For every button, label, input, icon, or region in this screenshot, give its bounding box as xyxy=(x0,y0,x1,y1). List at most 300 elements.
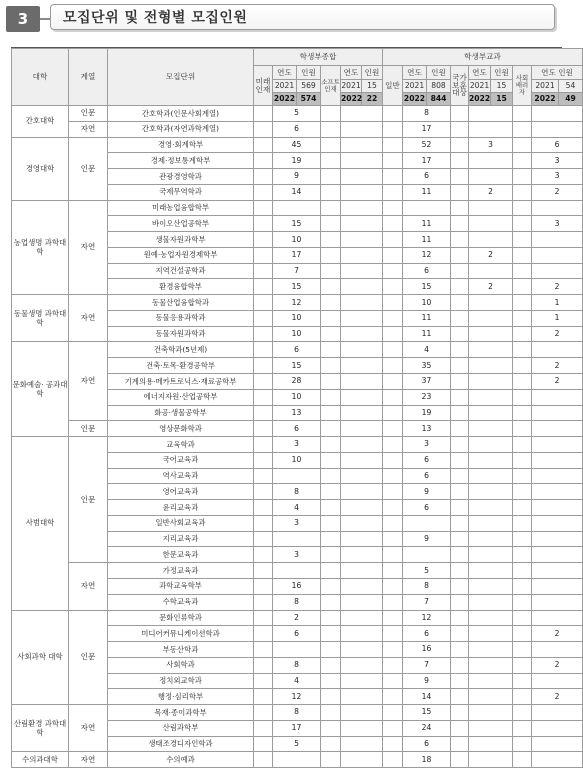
blank-cell xyxy=(513,200,532,216)
blank-cell xyxy=(321,484,341,500)
vet-count-cell xyxy=(469,563,513,579)
mirae-count-cell: 10 xyxy=(273,389,321,405)
blank-cell xyxy=(513,342,532,358)
gen-count-cell: 18 xyxy=(403,752,451,768)
blank-cell xyxy=(383,484,403,500)
unit-cell: 목재·종이과학부 xyxy=(108,705,254,721)
blank-cell xyxy=(451,106,469,122)
blank-cell xyxy=(321,216,341,232)
blank-cell xyxy=(383,374,403,390)
blank-cell xyxy=(254,500,273,516)
blank-cell xyxy=(513,295,532,311)
gen-2022-count: 844 xyxy=(427,93,451,106)
mirae-count-cell: 12 xyxy=(273,295,321,311)
mirae-count-cell: 17 xyxy=(273,247,321,263)
gen-2022-year: 2022 xyxy=(403,93,427,106)
sw-count-cell xyxy=(341,500,383,516)
gen-count-cell: 11 xyxy=(403,232,451,248)
vet-count-cell xyxy=(469,673,513,689)
vet-count-cell xyxy=(469,200,513,216)
soc-count-cell: 2 xyxy=(532,626,583,642)
blank-cell xyxy=(254,121,273,137)
unit-cell: 역사교육과 xyxy=(108,468,254,484)
unit-cell: 문화인류학과 xyxy=(108,610,254,626)
mirae-count-cell: 15 xyxy=(273,216,321,232)
gen-count-cell: 6 xyxy=(403,500,451,516)
blank-cell xyxy=(254,642,273,658)
blank-cell xyxy=(513,310,532,326)
blank-cell xyxy=(321,106,341,122)
vet-count-cell xyxy=(469,342,513,358)
blank-cell xyxy=(383,752,403,768)
sw-count-cell xyxy=(341,752,383,768)
blank-cell xyxy=(383,531,403,547)
blank-cell xyxy=(321,500,341,516)
sw-count-cell xyxy=(341,578,383,594)
blank-cell xyxy=(383,515,403,531)
blank-cell xyxy=(451,389,469,405)
sw-count-cell xyxy=(341,374,383,390)
blank-cell xyxy=(321,642,341,658)
vet-count-cell xyxy=(469,720,513,736)
unit-cell: 건축·토목·환경공학부 xyxy=(108,358,254,374)
track-cell: 자연 xyxy=(69,121,108,137)
vet-count-cell xyxy=(469,216,513,232)
blank-cell xyxy=(321,452,341,468)
general-header: 일반 xyxy=(383,66,403,106)
soc-count-cell: 2 xyxy=(532,184,583,200)
unit-cell: 동물응용과학과 xyxy=(108,310,254,326)
unit-cell: 바이오산업공학부 xyxy=(108,216,254,232)
unit-cell: 간호학과(인문사회계열) xyxy=(108,106,254,122)
blank-cell xyxy=(383,263,403,279)
blank-cell xyxy=(451,468,469,484)
blank-cell xyxy=(513,515,532,531)
blank-cell xyxy=(383,342,403,358)
mirae-count-cell: 6 xyxy=(273,342,321,358)
mirae-count-cell: 28 xyxy=(273,374,321,390)
sw-count-cell xyxy=(341,610,383,626)
mirae-count-cell: 17 xyxy=(273,720,321,736)
mirae-count-header: 인원 xyxy=(297,66,321,80)
mirae-count-cell xyxy=(273,563,321,579)
table-row xyxy=(12,752,583,768)
blank-cell xyxy=(254,752,273,768)
vet-count-cell xyxy=(469,437,513,453)
blank-cell xyxy=(321,421,341,437)
sw-count-cell xyxy=(341,263,383,279)
blank-cell xyxy=(254,106,273,122)
track-cell: 인문 xyxy=(69,610,108,705)
gen-count-cell: 16 xyxy=(403,642,451,658)
blank-cell xyxy=(321,578,341,594)
blank-cell xyxy=(383,642,403,658)
blank-cell xyxy=(383,184,403,200)
unit-cell: 생물자원과학부 xyxy=(108,232,254,248)
vet-count-cell xyxy=(469,736,513,752)
gen-count-cell: 17 xyxy=(403,121,451,137)
blank-cell xyxy=(451,295,469,311)
blank-cell xyxy=(383,106,403,122)
mirae-count-cell xyxy=(273,200,321,216)
blank-cell xyxy=(451,578,469,594)
blank-cell xyxy=(321,137,341,153)
unit-cell: 수의예과 xyxy=(108,752,254,768)
vet-count-cell xyxy=(469,405,513,421)
soc-count-cell: 2 xyxy=(532,689,583,705)
track-cell: 자연 xyxy=(69,200,108,295)
blank-cell xyxy=(451,657,469,673)
unit-cell: 한문교육과 xyxy=(108,547,254,563)
unit-cell: 간호학과(자연과학계열) xyxy=(108,121,254,137)
blank-cell xyxy=(321,358,341,374)
gen-count-cell: 11 xyxy=(403,326,451,342)
blank-cell xyxy=(321,705,341,721)
gen-count-cell: 6 xyxy=(403,263,451,279)
sw-2022-year: 2022 xyxy=(341,93,362,106)
blank-cell xyxy=(383,720,403,736)
sw-count-cell xyxy=(341,326,383,342)
gen-count-cell: 6 xyxy=(403,736,451,752)
blank-cell xyxy=(513,642,532,658)
mirae-count-cell: 8 xyxy=(273,705,321,721)
gen-count-cell: 15 xyxy=(403,279,451,295)
blank-cell xyxy=(513,405,532,421)
sw-count-cell xyxy=(341,720,383,736)
blank-cell xyxy=(451,673,469,689)
soc-count-cell xyxy=(532,736,583,752)
unit-cell: 기계의용·메카트로닉스·재료공학부 xyxy=(108,374,254,390)
unit-cell: 사회학과 xyxy=(108,657,254,673)
gen-count-cell xyxy=(403,200,451,216)
blank-cell xyxy=(321,468,341,484)
blank-cell xyxy=(451,184,469,200)
vet-count-cell xyxy=(469,578,513,594)
gen-count-cell: 11 xyxy=(403,184,451,200)
gen-count-cell: 9 xyxy=(403,673,451,689)
sw-count-cell xyxy=(341,405,383,421)
vet-count-cell xyxy=(469,106,513,122)
sw-count-cell xyxy=(341,484,383,500)
soc-count-label: 인원 xyxy=(558,67,573,77)
mirae-2022-count: 574 xyxy=(297,93,321,106)
track-cell: 인문 xyxy=(69,437,108,563)
vet-count-cell xyxy=(469,642,513,658)
vet-year-header: 연도 xyxy=(469,66,491,80)
track-cell: 자연 xyxy=(69,295,108,342)
vet-count-cell xyxy=(469,610,513,626)
vet-count-cell: 3 xyxy=(469,137,513,153)
group-subject-header: 학생부교과 xyxy=(383,49,583,66)
college-cell: 동물생명 과학대학 xyxy=(12,295,69,342)
blank-cell xyxy=(321,405,341,421)
blank-cell xyxy=(254,736,273,752)
soc-count-cell xyxy=(532,468,583,484)
blank-cell xyxy=(451,484,469,500)
section-number: 3 xyxy=(6,6,40,32)
blank-cell xyxy=(451,547,469,563)
blank-cell xyxy=(321,169,341,185)
blank-cell xyxy=(513,594,532,610)
mirae-count-cell: 10 xyxy=(273,310,321,326)
blank-cell xyxy=(321,263,341,279)
mirae-count-cell: 3 xyxy=(273,547,321,563)
vet-count-cell xyxy=(469,452,513,468)
blank-cell xyxy=(451,563,469,579)
table-row xyxy=(12,610,583,626)
blank-cell xyxy=(383,295,403,311)
vet-count-cell xyxy=(469,657,513,673)
blank-cell xyxy=(254,421,273,437)
unit-cell: 산림과학부 xyxy=(108,720,254,736)
blank-cell xyxy=(254,247,273,263)
table-row xyxy=(12,106,583,122)
soc-count-cell: 3 xyxy=(532,216,583,232)
blank-cell xyxy=(513,374,532,390)
blank-cell xyxy=(383,689,403,705)
blank-cell xyxy=(383,279,403,295)
gen-count-cell: 11 xyxy=(403,310,451,326)
blank-cell xyxy=(513,326,532,342)
blank-cell xyxy=(321,673,341,689)
gen-count-cell: 9 xyxy=(403,531,451,547)
blank-cell xyxy=(254,626,273,642)
soc-count-cell xyxy=(532,405,583,421)
blank-cell xyxy=(321,563,341,579)
soc-year-label: 연도 xyxy=(541,67,556,77)
blank-cell xyxy=(321,232,341,248)
blank-cell xyxy=(254,184,273,200)
mirae-count-cell: 5 xyxy=(273,106,321,122)
soc-count-cell xyxy=(532,642,583,658)
table-row xyxy=(12,421,583,437)
blank-cell xyxy=(451,216,469,232)
unit-cell: 교육학과 xyxy=(108,437,254,453)
soc-count-cell xyxy=(532,232,583,248)
blank-cell xyxy=(513,137,532,153)
gen-count-cell: 13 xyxy=(403,421,451,437)
sw-count-cell xyxy=(341,232,383,248)
blank-cell xyxy=(383,500,403,516)
track-cell: 인문 xyxy=(69,106,108,122)
soc-count-cell xyxy=(532,437,583,453)
blank-cell xyxy=(321,657,341,673)
unit-cell: 부동산학과 xyxy=(108,642,254,658)
blank-cell xyxy=(513,657,532,673)
unit-cell: 정치외교학과 xyxy=(108,673,254,689)
gen-count-cell: 17 xyxy=(403,153,451,169)
blank-cell xyxy=(321,153,341,169)
blank-cell xyxy=(513,626,532,642)
sw-count-cell xyxy=(341,547,383,563)
soc-count-cell xyxy=(532,263,583,279)
gen-count-cell: 4 xyxy=(403,342,451,358)
sw-count-cell xyxy=(341,705,383,721)
gen-count-cell: 35 xyxy=(403,358,451,374)
blank-cell xyxy=(321,752,341,768)
blank-cell xyxy=(383,216,403,232)
vet-count-header: 인원 xyxy=(491,66,513,80)
blank-cell xyxy=(513,705,532,721)
sw-count-cell xyxy=(341,216,383,232)
blank-cell xyxy=(383,310,403,326)
college-cell: 문화예술· 공과대학 xyxy=(12,342,69,437)
mirae-count-cell xyxy=(273,531,321,547)
blank-cell xyxy=(513,169,532,185)
blank-cell xyxy=(451,326,469,342)
veterans-header: 국가 보훈 대상 xyxy=(451,66,469,106)
sw-year-header: 연도 xyxy=(341,66,362,80)
blank-cell xyxy=(383,594,403,610)
blank-cell xyxy=(321,610,341,626)
vet-2021-year: 2021 xyxy=(469,80,491,93)
soc-count-cell: 2 xyxy=(532,279,583,295)
mirae-count-cell: 14 xyxy=(273,184,321,200)
table-row xyxy=(12,563,583,579)
gen-count-cell: 3 xyxy=(403,437,451,453)
section-title: 모집단위 및 전형별 모집인원 xyxy=(50,4,555,30)
soc-count-cell xyxy=(532,452,583,468)
blank-cell xyxy=(254,437,273,453)
mirae-count-cell: 8 xyxy=(273,657,321,673)
mirae-count-cell: 8 xyxy=(273,594,321,610)
unit-cell: 행정·심리학부 xyxy=(108,689,254,705)
blank-cell xyxy=(451,232,469,248)
college-cell: 수의과대학 xyxy=(12,752,69,768)
blank-cell xyxy=(254,295,273,311)
sw-count-cell xyxy=(341,200,383,216)
mirae-count-cell: 4 xyxy=(273,673,321,689)
vet-count-cell: 2 xyxy=(469,247,513,263)
vet-count-cell xyxy=(469,484,513,500)
blank-cell xyxy=(513,689,532,705)
mirae-2022-year: 2022 xyxy=(273,93,297,106)
mirae-count-cell: 7 xyxy=(273,263,321,279)
gen-count-cell xyxy=(403,515,451,531)
vet-count-cell xyxy=(469,310,513,326)
soc-count-cell xyxy=(532,673,583,689)
gen-count-cell: 6 xyxy=(403,468,451,484)
vet-2021-count: 15 xyxy=(491,80,513,93)
mirae-count-cell xyxy=(273,752,321,768)
sw-count-cell xyxy=(341,310,383,326)
blank-cell xyxy=(254,673,273,689)
blank-cell xyxy=(383,405,403,421)
sw-count-cell xyxy=(341,295,383,311)
gen-count-cell: 10 xyxy=(403,295,451,311)
blank-cell xyxy=(254,720,273,736)
blank-cell xyxy=(254,279,273,295)
soc-count-cell xyxy=(532,200,583,216)
blank-cell xyxy=(254,657,273,673)
blank-cell xyxy=(321,626,341,642)
blank-cell xyxy=(321,121,341,137)
blank-cell xyxy=(321,547,341,563)
section-header xyxy=(6,4,557,34)
blank-cell xyxy=(451,500,469,516)
blank-cell xyxy=(321,594,341,610)
vet-count-cell: 2 xyxy=(469,184,513,200)
unit-cell: 지역건설공학과 xyxy=(108,263,254,279)
gen-count-cell: 6 xyxy=(403,169,451,185)
track-cell: 인문 xyxy=(69,137,108,200)
vet-count-cell xyxy=(469,263,513,279)
blank-cell xyxy=(451,121,469,137)
vet-count-cell xyxy=(469,169,513,185)
blank-cell xyxy=(254,232,273,248)
mirae-count-cell: 15 xyxy=(273,279,321,295)
blank-cell xyxy=(383,358,403,374)
unit-cell: 영어교육과 xyxy=(108,484,254,500)
mirae-header: 미래 인재 xyxy=(254,66,273,106)
soc-count-cell xyxy=(532,421,583,437)
blank-cell xyxy=(513,153,532,169)
unit-cell: 경제·정보통계학부 xyxy=(108,153,254,169)
soc-count-cell: 3 xyxy=(532,169,583,185)
blank-cell xyxy=(513,563,532,579)
mirae-2021-year: 2021 xyxy=(273,80,297,93)
blank-cell xyxy=(451,247,469,263)
unit-cell: 동물자원과학과 xyxy=(108,326,254,342)
blank-cell xyxy=(383,247,403,263)
vet-count-cell xyxy=(469,326,513,342)
gen-count-cell: 6 xyxy=(403,626,451,642)
mirae-count-cell: 13 xyxy=(273,405,321,421)
sw-count-cell xyxy=(341,169,383,185)
blank-cell xyxy=(254,578,273,594)
soc-2022-count: 49 xyxy=(559,93,583,106)
blank-cell xyxy=(321,374,341,390)
blank-cell xyxy=(254,594,273,610)
gen-count-cell: 11 xyxy=(403,216,451,232)
table-row xyxy=(12,342,583,358)
sw-count-cell xyxy=(341,642,383,658)
blank-cell xyxy=(451,279,469,295)
unit-cell: 영상문화학과 xyxy=(108,421,254,437)
blank-cell xyxy=(383,232,403,248)
vet-count-cell xyxy=(469,705,513,721)
soc-count-cell: 2 xyxy=(532,374,583,390)
blank-cell xyxy=(451,374,469,390)
blank-cell xyxy=(451,342,469,358)
blank-cell xyxy=(383,610,403,626)
admission-table xyxy=(11,48,583,768)
vet-count-cell xyxy=(469,547,513,563)
sw-count-cell xyxy=(341,468,383,484)
gen-count-cell: 23 xyxy=(403,389,451,405)
table-row xyxy=(12,295,583,311)
mirae-count-cell: 2 xyxy=(273,610,321,626)
sw-count-cell xyxy=(341,153,383,169)
vet-count-cell xyxy=(469,515,513,531)
blank-cell xyxy=(513,736,532,752)
blank-cell xyxy=(254,263,273,279)
blank-cell xyxy=(451,200,469,216)
track-header: 계열 xyxy=(69,49,108,106)
vet-count-cell xyxy=(469,295,513,311)
gen-count-cell: 15 xyxy=(403,705,451,721)
blank-cell xyxy=(321,437,341,453)
blank-cell xyxy=(513,531,532,547)
blank-cell xyxy=(513,263,532,279)
soc-2021-year: 2021 xyxy=(532,80,559,93)
unit-cell: 환경융합학부 xyxy=(108,279,254,295)
soc-yearcount-header xyxy=(532,66,583,80)
sw-count-cell xyxy=(341,421,383,437)
blank-cell xyxy=(383,389,403,405)
unit-cell: 지리교육과 xyxy=(108,531,254,547)
sw-count-cell xyxy=(341,736,383,752)
